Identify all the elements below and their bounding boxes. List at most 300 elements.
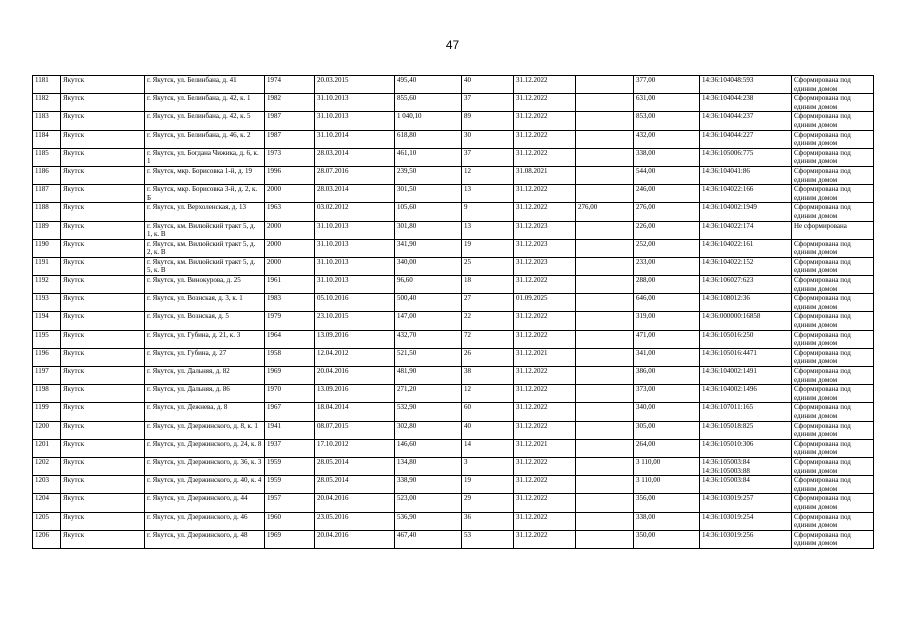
table-row (33, 94, 874, 112)
status-cell: Сформирована под единим домом (792, 348, 874, 366)
date-cell: 31.10.2013 (315, 112, 395, 130)
area-cell: 146,60 (395, 439, 462, 457)
cadastral-number-cell: 14:36:103019:256 (700, 530, 792, 548)
row-number-cell: 1202 (33, 457, 61, 475)
cadastral-number-cell: 14:36:104044:238 (700, 94, 792, 112)
cadastral-number-cell: 14:36:108012:36 (700, 294, 792, 312)
area-cell: 461,10 (395, 148, 462, 166)
residents-cell: 60 (462, 403, 514, 421)
city-cell: Якутск (61, 457, 145, 475)
area-cell: 523,00 (395, 494, 462, 512)
status-cell: Сформирована под единим домом (792, 476, 874, 494)
deadline-cell: 31.12.2022 (514, 94, 576, 112)
cadastral-number-cell: 14:36:105006:775 (700, 148, 792, 166)
city-cell: Якутск (61, 530, 145, 548)
table-row (33, 130, 874, 148)
area-cell: 302,80 (395, 421, 462, 439)
land-area-cell: 288,00 (634, 276, 700, 294)
address-cell: г. Якутск, ул. Дзержинского, д. 8, к. 1 (145, 421, 265, 439)
deadline-cell: 01.09.2025 (514, 294, 576, 312)
address-cell: г. Якутск, ул. Верхоленская, д. 13 (145, 203, 265, 221)
year-cell: 1982 (265, 94, 315, 112)
year-cell: 1958 (265, 348, 315, 366)
address-cell: г. Якутск, ул. Дзержинского, д. 44 (145, 494, 265, 512)
date-cell: 12.04.2012 (315, 348, 395, 366)
deadline-cell: 31.12.2022 (514, 457, 576, 475)
status-cell: Сформирована под единим домом (792, 203, 874, 221)
city-cell: Якутск (61, 294, 145, 312)
table-row (33, 421, 874, 439)
extra-area-cell (576, 130, 634, 148)
residents-cell: 26 (462, 348, 514, 366)
residents-cell: 13 (462, 185, 514, 203)
address-cell: г. Якутск, км. Вилюйский тракт 5, д. 1, к. В (145, 221, 265, 239)
residents-cell: 19 (462, 476, 514, 494)
status-cell: Сформирована под единим домом (792, 512, 874, 530)
date-cell: 31.10.2013 (315, 94, 395, 112)
land-area-cell: 340,00 (634, 403, 700, 421)
status-cell: Сформирована под единим домом (792, 530, 874, 548)
area-cell: 521,50 (395, 348, 462, 366)
city-cell: Якутск (61, 512, 145, 530)
extra-area-cell (576, 457, 634, 475)
residents-cell: 9 (462, 203, 514, 221)
city-cell: Якутск (61, 203, 145, 221)
extra-area-cell (576, 312, 634, 330)
status-cell: Сформирована под единим домом (792, 94, 874, 112)
land-area-cell: 350,00 (634, 530, 700, 548)
row-number-cell: 1206 (33, 530, 61, 548)
city-cell: Якутск (61, 385, 145, 403)
cadastral-number-cell: 14:36:104022:161 (700, 239, 792, 257)
residents-cell: 12 (462, 385, 514, 403)
year-cell: 1961 (265, 276, 315, 294)
table-row (33, 312, 874, 330)
date-cell: 03.02.2012 (315, 203, 395, 221)
year-cell: 1937 (265, 439, 315, 457)
date-cell: 28.03.2014 (315, 148, 395, 166)
address-cell: г. Якутск, ул. Дзержинского, д. 36, к. 3 (145, 457, 265, 475)
address-cell: г. Якутск, ул. Дзержинского, д. 48 (145, 530, 265, 548)
row-number-cell: 1181 (33, 76, 61, 94)
row-number-cell: 1193 (33, 294, 61, 312)
extra-area-cell (576, 76, 634, 94)
extra-area-cell: 276,00 (576, 203, 634, 221)
date-cell: 28.05.2014 (315, 476, 395, 494)
cadastral-number-cell: 14:36:104022:152 (700, 257, 792, 275)
cadastral-number-cell: 14:36:105003:84 14:36:105003:88 (700, 457, 792, 475)
address-cell: г. Якутск, ул. Дзержинского, д. 24, к. 8 (145, 439, 265, 457)
table-row (33, 330, 874, 348)
address-cell: г. Якутск, км. Вилюйский тракт 5, д. 5, к. В (145, 257, 265, 275)
city-cell: Якутск (61, 494, 145, 512)
land-area-cell: 264,00 (634, 439, 700, 457)
area-cell: 271,20 (395, 385, 462, 403)
city-cell: Якутск (61, 94, 145, 112)
cadastral-number-cell: 14:36:105010:306 (700, 439, 792, 457)
table-row (33, 494, 874, 512)
deadline-cell: 31.12.2023 (514, 239, 576, 257)
address-cell: г. Якутск, ул. Губина, д. 21, к. 3 (145, 330, 265, 348)
row-number-cell: 1186 (33, 166, 61, 184)
extra-area-cell (576, 512, 634, 530)
city-cell: Якутск (61, 148, 145, 166)
date-cell: 20.04.2016 (315, 367, 395, 385)
row-number-cell: 1191 (33, 257, 61, 275)
year-cell: 1959 (265, 457, 315, 475)
status-cell: Сформирована под единим домом (792, 385, 874, 403)
deadline-cell: 31.12.2021 (514, 348, 576, 366)
deadline-cell: 31.12.2022 (514, 203, 576, 221)
table-row (33, 512, 874, 530)
status-cell: Сформирована под единим домом (792, 276, 874, 294)
area-cell: 536,90 (395, 512, 462, 530)
status-cell: Сформирована под единим домом (792, 148, 874, 166)
table-row (33, 276, 874, 294)
date-cell: 20.04.2016 (315, 494, 395, 512)
extra-area-cell (576, 439, 634, 457)
status-cell: Сформирована под единим домом (792, 330, 874, 348)
address-cell: г. Якутск, ул. Белинбана, д. 42, к. 1 (145, 94, 265, 112)
land-area-cell: 356,00 (634, 494, 700, 512)
deadline-cell: 31.12.2022 (514, 385, 576, 403)
status-cell: Сформирована под единим домом (792, 166, 874, 184)
area-cell: 340,00 (395, 257, 462, 275)
date-cell: 18.04.2014 (315, 403, 395, 421)
land-area-cell: 338,00 (634, 512, 700, 530)
city-cell: Якутск (61, 421, 145, 439)
residents-cell: 27 (462, 294, 514, 312)
year-cell: 2000 (265, 221, 315, 239)
residents-cell: 19 (462, 239, 514, 257)
area-cell: 855,60 (395, 94, 462, 112)
land-area-cell: 544,00 (634, 166, 700, 184)
residents-cell: 3 (462, 457, 514, 475)
table-row (33, 530, 874, 548)
row-number-cell: 1189 (33, 221, 61, 239)
row-number-cell: 1182 (33, 94, 61, 112)
date-cell: 28.05.2014 (315, 457, 395, 475)
year-cell: 1969 (265, 367, 315, 385)
land-area-cell: 246,00 (634, 185, 700, 203)
extra-area-cell (576, 112, 634, 130)
row-number-cell: 1195 (33, 330, 61, 348)
city-cell: Якутск (61, 330, 145, 348)
cadastral-number-cell: 14:36:107011:165 (700, 403, 792, 421)
city-cell: Якутск (61, 221, 145, 239)
residents-cell: 29 (462, 494, 514, 512)
city-cell: Якутск (61, 348, 145, 366)
year-cell: 1957 (265, 494, 315, 512)
area-cell: 338,90 (395, 476, 462, 494)
land-area-cell: 373,00 (634, 385, 700, 403)
year-cell: 2000 (265, 257, 315, 275)
row-number-cell: 1200 (33, 421, 61, 439)
row-number-cell: 1190 (33, 239, 61, 257)
table-row (33, 239, 874, 257)
land-area-cell: 3 110,00 (634, 476, 700, 494)
deadline-cell: 31.12.2022 (514, 148, 576, 166)
area-cell: 495,40 (395, 76, 462, 94)
residents-cell: 18 (462, 276, 514, 294)
address-cell: г. Якутск, ул. Дальняя, д. 82 (145, 367, 265, 385)
row-number-cell: 1197 (33, 367, 61, 385)
row-number-cell: 1184 (33, 130, 61, 148)
row-number-cell: 1204 (33, 494, 61, 512)
year-cell: 2000 (265, 185, 315, 203)
date-cell: 23.05.2016 (315, 512, 395, 530)
city-cell: Якутск (61, 367, 145, 385)
deadline-cell: 31.12.2022 (514, 530, 576, 548)
deadline-cell: 31.12.2022 (514, 512, 576, 530)
deadline-cell: 31.12.2022 (514, 494, 576, 512)
deadline-cell: 31.12.2022 (514, 276, 576, 294)
deadline-cell: 31.12.2022 (514, 76, 576, 94)
table-row (33, 203, 874, 221)
address-cell: г. Якутск, ул. Дзержинского, д. 40, к. 4 (145, 476, 265, 494)
page-number: 47 (445, 38, 460, 52)
table-row (33, 185, 874, 203)
land-area-cell: 252,00 (634, 239, 700, 257)
city-cell: Якутск (61, 112, 145, 130)
extra-area-cell (576, 94, 634, 112)
extra-area-cell (576, 421, 634, 439)
table-body (33, 76, 874, 549)
area-cell: 481,90 (395, 367, 462, 385)
cadastral-number-cell: 14:36:104022:166 (700, 185, 792, 203)
date-cell: 31.10.2014 (315, 130, 395, 148)
residents-cell: 38 (462, 367, 514, 385)
city-cell: Якутск (61, 130, 145, 148)
cadastral-number-cell: 14:36:104002:1491 (700, 367, 792, 385)
city-cell: Якутск (61, 76, 145, 94)
city-cell: Якутск (61, 276, 145, 294)
year-cell: 1959 (265, 476, 315, 494)
deadline-cell: 31.12.2022 (514, 130, 576, 148)
residents-cell: 53 (462, 530, 514, 548)
year-cell: 1960 (265, 512, 315, 530)
area-cell: 500,40 (395, 294, 462, 312)
land-area-cell: 386,00 (634, 367, 700, 385)
extra-area-cell (576, 476, 634, 494)
row-number-cell: 1188 (33, 203, 61, 221)
deadline-cell: 31.08.2021 (514, 166, 576, 184)
row-number-cell: 1199 (33, 403, 61, 421)
row-number-cell: 1203 (33, 476, 61, 494)
table-row (33, 294, 874, 312)
cadastral-number-cell: 14:36:103019:254 (700, 512, 792, 530)
residents-cell: 72 (462, 330, 514, 348)
row-number-cell: 1194 (33, 312, 61, 330)
date-cell: 17.10.2012 (315, 439, 395, 457)
land-area-cell: 646,00 (634, 294, 700, 312)
year-cell: 1996 (265, 166, 315, 184)
status-cell: Сформирована под единим домом (792, 112, 874, 130)
area-cell: 467,40 (395, 530, 462, 548)
cadastral-number-cell: 14:36:105016:250 (700, 330, 792, 348)
table-row (33, 257, 874, 275)
row-number-cell: 1187 (33, 185, 61, 203)
status-cell: Сформирована под единим домом (792, 439, 874, 457)
status-cell: Сформирована под единим домом (792, 494, 874, 512)
deadline-cell: 31.12.2022 (514, 367, 576, 385)
cadastral-number-cell: 14:36:105016:4471 (700, 348, 792, 366)
extra-area-cell (576, 348, 634, 366)
year-cell: 1967 (265, 403, 315, 421)
area-cell: 341,90 (395, 239, 462, 257)
cadastral-number-cell: 14:36:104044:227 (700, 130, 792, 148)
housing-registry-table (32, 75, 874, 549)
extra-area-cell (576, 494, 634, 512)
row-number-cell: 1185 (33, 148, 61, 166)
date-cell: 28.03.2014 (315, 185, 395, 203)
city-cell: Якутск (61, 185, 145, 203)
table-row (33, 348, 874, 366)
status-cell: Сформирована под единим домом (792, 294, 874, 312)
year-cell: 1973 (265, 148, 315, 166)
residents-cell: 25 (462, 257, 514, 275)
year-cell: 1974 (265, 76, 315, 94)
year-cell: 1987 (265, 130, 315, 148)
cadastral-number-cell: 14:36:104048:593 (700, 76, 792, 94)
city-cell: Якутск (61, 403, 145, 421)
residents-cell: 40 (462, 421, 514, 439)
address-cell: г. Якутск, ул. Белинбана, д. 41 (145, 76, 265, 94)
table-row (33, 476, 874, 494)
city-cell: Якутск (61, 439, 145, 457)
year-cell: 1969 (265, 530, 315, 548)
area-cell: 301,50 (395, 185, 462, 203)
residents-cell: 36 (462, 512, 514, 530)
year-cell: 1941 (265, 421, 315, 439)
date-cell: 28.07.2016 (315, 166, 395, 184)
address-cell: г. Якутск, ул. Богдана Чижика, д. 6, к. 1 (145, 148, 265, 166)
extra-area-cell (576, 276, 634, 294)
extra-area-cell (576, 530, 634, 548)
land-area-cell: 319,00 (634, 312, 700, 330)
deadline-cell: 31.12.2022 (514, 312, 576, 330)
deadline-cell: 31.12.2022 (514, 112, 576, 130)
address-cell: г. Якутск, ул. Дальняя, д. 86 (145, 385, 265, 403)
residents-cell: 22 (462, 312, 514, 330)
land-area-cell: 377,00 (634, 76, 700, 94)
cadastral-number-cell: 14:36:104044:237 (700, 112, 792, 130)
extra-area-cell (576, 385, 634, 403)
land-area-cell: 471,00 (634, 330, 700, 348)
extra-area-cell (576, 294, 634, 312)
land-area-cell: 338,00 (634, 148, 700, 166)
deadline-cell: 31.12.2023 (514, 257, 576, 275)
date-cell: 31.10.2013 (315, 276, 395, 294)
residents-cell: 13 (462, 221, 514, 239)
status-cell: Сформирована под единим домом (792, 367, 874, 385)
area-cell: 147,00 (395, 312, 462, 330)
status-cell: Сформирована под единим домом (792, 185, 874, 203)
status-cell: Сформирована под единим домом (792, 457, 874, 475)
year-cell: 2000 (265, 239, 315, 257)
cadastral-number-cell: 14:36:104002:1496 (700, 385, 792, 403)
address-cell: г. Якутск, ул. Белинбана, д. 42, к. 5 (145, 112, 265, 130)
status-cell: Сформирована под единим домом (792, 130, 874, 148)
table-row (33, 457, 874, 475)
land-area-cell: 233,00 (634, 257, 700, 275)
land-area-cell: 226,00 (634, 221, 700, 239)
date-cell: 31.10.2013 (315, 257, 395, 275)
land-area-cell: 341,00 (634, 348, 700, 366)
cadastral-number-cell: 14:36:000000:16858 (700, 312, 792, 330)
row-number-cell: 1192 (33, 276, 61, 294)
year-cell: 1987 (265, 112, 315, 130)
deadline-cell: 31.12.2022 (514, 421, 576, 439)
extra-area-cell (576, 239, 634, 257)
extra-area-cell (576, 330, 634, 348)
status-cell: Сформирована под единим домом (792, 239, 874, 257)
year-cell: 1964 (265, 330, 315, 348)
deadline-cell: 31.12.2022 (514, 403, 576, 421)
table-row (33, 403, 874, 421)
deadline-cell: 31.12.2022 (514, 330, 576, 348)
date-cell: 13.09.2016 (315, 385, 395, 403)
row-number-cell: 1205 (33, 512, 61, 530)
area-cell: 96,60 (395, 276, 462, 294)
residents-cell: 30 (462, 130, 514, 148)
table-row (33, 221, 874, 239)
row-number-cell: 1183 (33, 112, 61, 130)
date-cell: 13.09.2016 (315, 330, 395, 348)
residents-cell: 89 (462, 112, 514, 130)
deadline-cell: 31.12.2022 (514, 476, 576, 494)
residents-cell: 12 (462, 166, 514, 184)
extra-area-cell (576, 367, 634, 385)
address-cell: г. Якутск, ул. Белинбана, д. 46, к. 2 (145, 130, 265, 148)
cadastral-number-cell: 14:36:106027:623 (700, 276, 792, 294)
date-cell: 20.03.2015 (315, 76, 395, 94)
city-cell: Якутск (61, 257, 145, 275)
land-area-cell: 432,00 (634, 130, 700, 148)
residents-cell: 37 (462, 94, 514, 112)
year-cell: 1963 (265, 203, 315, 221)
land-area-cell: 853,00 (634, 112, 700, 130)
extra-area-cell (576, 148, 634, 166)
date-cell: 23.10.2015 (315, 312, 395, 330)
city-cell: Якутск (61, 239, 145, 257)
land-area-cell: 3 110,00 (634, 457, 700, 475)
area-cell: 532,90 (395, 403, 462, 421)
land-area-cell: 276,00 (634, 203, 700, 221)
residents-cell: 14 (462, 439, 514, 457)
address-cell: г. Якутск, ул. Вознская, д. 3, к. 1 (145, 294, 265, 312)
residents-cell: 40 (462, 76, 514, 94)
date-cell: 08.07.2015 (315, 421, 395, 439)
residents-cell: 37 (462, 148, 514, 166)
table-row (33, 148, 874, 166)
table-row (33, 166, 874, 184)
cadastral-number-cell: 14:36:105003:84 (700, 476, 792, 494)
extra-area-cell (576, 403, 634, 421)
address-cell: г. Якутск, ул. Губина, д. 27 (145, 348, 265, 366)
table-row (33, 385, 874, 403)
date-cell: 31.10.2013 (315, 239, 395, 257)
cadastral-number-cell: 14:36:103019:257 (700, 494, 792, 512)
area-cell: 105,60 (395, 203, 462, 221)
extra-area-cell (576, 257, 634, 275)
address-cell: г. Якутск, мкр. Борисовка 3-й, д. 2, к. Б (145, 185, 265, 203)
status-cell: Сформирована под единим домом (792, 257, 874, 275)
row-number-cell: 1201 (33, 439, 61, 457)
extra-area-cell (576, 221, 634, 239)
area-cell: 134,80 (395, 457, 462, 475)
cadastral-number-cell: 14:36:104041:86 (700, 166, 792, 184)
